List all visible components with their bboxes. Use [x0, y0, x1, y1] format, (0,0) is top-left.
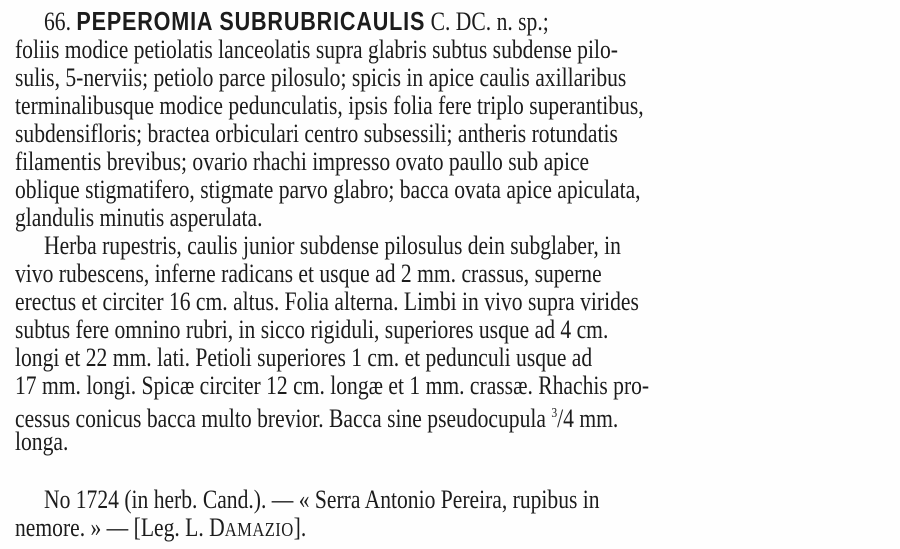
diagnosis-line: glandulis minutis asperulata.: [15, 203, 263, 232]
description-line: subtus fere omnino rubri, in sicco rigiduli, superiores usque ad 4 cm.: [15, 315, 609, 344]
description-line: erectus et circiter 16 cm. altus. Folia alterna. Limbi in vivo supra virides: [15, 287, 639, 316]
diagnosis-line: subdensifloris; bractea orbiculari centro subsessili; antheris rotundatis: [15, 119, 618, 148]
specimen-line: No 1724 (in herb. Cand.). — « Serra Antonio Pereira, rupibus in: [44, 485, 600, 514]
species-authority: C. DC. n. sp.;: [430, 7, 549, 36]
description-line: 17 mm. longi. Spicæ circiter 12 cm. longæ et 1 mm. crassæ. Rhachis pro-: [15, 371, 650, 400]
species-heading: [44, 8, 549, 35]
collector-name-smallcaps: AMAZIO: [224, 519, 294, 541]
specimen-line-collector: [15, 515, 306, 543]
description-text: cessus conicus bacca multo brevior. Bacca sine pseudocupula: [15, 404, 546, 433]
entry-number: 66.: [44, 7, 71, 36]
description-line: Herba rupestris, caulis junior subdense pilosulus dein subglaber, in: [44, 231, 621, 260]
description-line: vivo rubescens, inferne radicans et usque ad 2 mm. crassus, superne: [15, 259, 602, 288]
diagnosis-line: foliis modice petiolatis lanceolatis supra glabris subtus subdense pilo-: [15, 35, 618, 64]
diagnosis-line: filamentis brevibus; ovario rhachi impresso ovato paullo sub apice: [15, 147, 590, 176]
fraction-denominator: /4: [557, 404, 574, 433]
diagnosis-line: terminalibusque modice pedunculatis, ipsis folia fere triplo superantibus,: [15, 91, 644, 120]
diagnosis-line: sulis, 5-nerviis; petiolo parce pilosulo; spicis in apice caulis axillaribus: [15, 63, 627, 92]
specimen-end: ].: [293, 513, 307, 542]
fraction-numerator: 3: [551, 406, 558, 421]
diagnosis-line: oblique stigmatifero, stigmate parvo glabro; bacca ovata apice apiculata,: [15, 175, 641, 204]
specimen-text: nemore. » — [Leg. L. D: [15, 513, 225, 542]
description-line-with-fraction: [15, 401, 618, 432]
fraction-unit: mm.: [573, 404, 619, 433]
species-name: PEPEROMIA SUBRUBRICAULIS: [76, 6, 426, 36]
description-final-line: longa.: [15, 427, 69, 456]
description-line: longi et 22 mm. lati. Petioli superiores 1 cm. et pedunculi usque ad: [15, 343, 593, 372]
